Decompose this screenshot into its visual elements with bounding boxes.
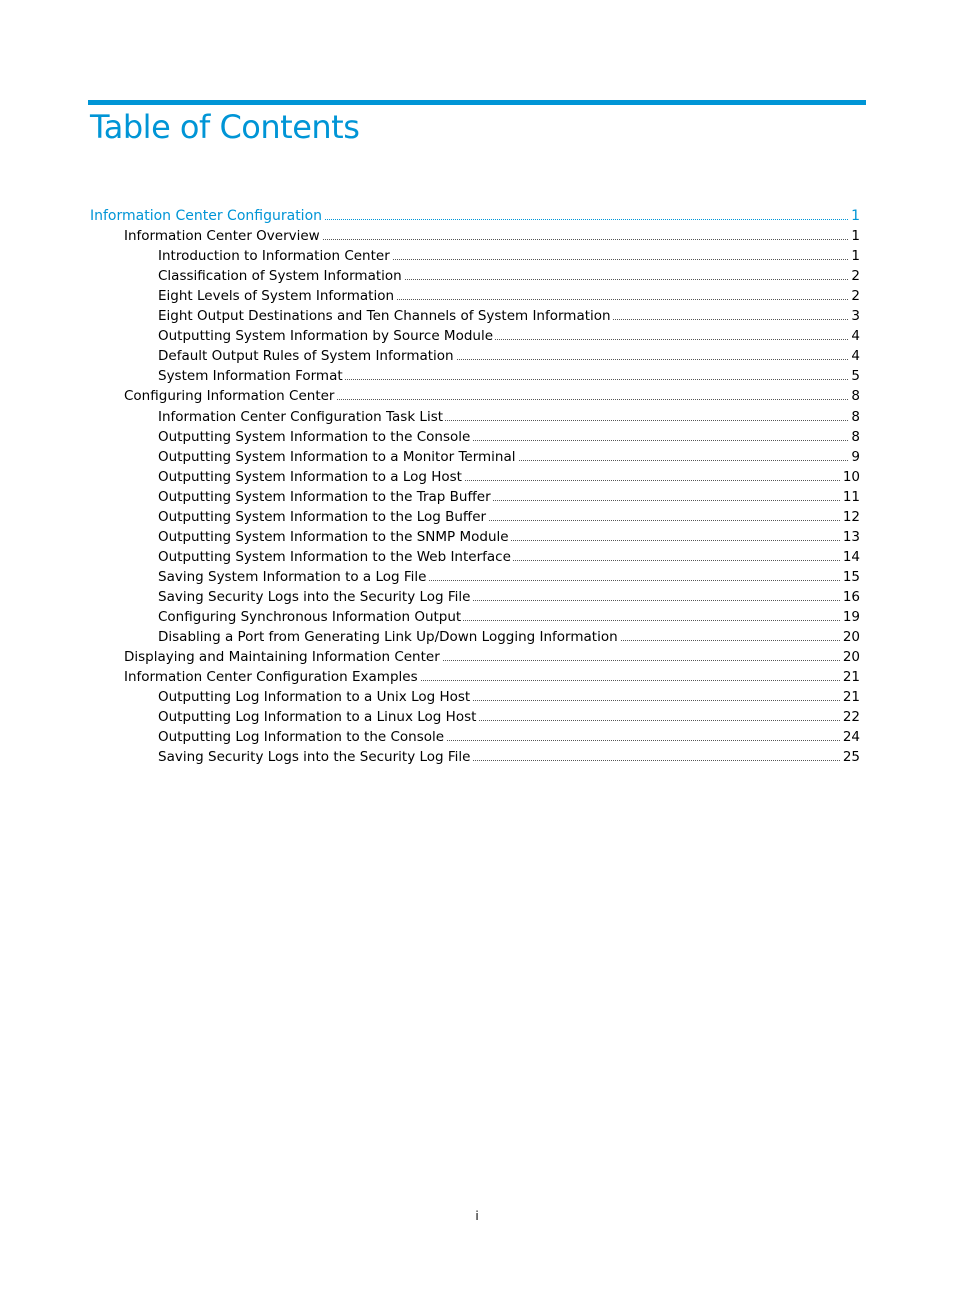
toc-entry[interactable]: [0, 206, 954, 226]
toc-entry[interactable]: [0, 266, 954, 286]
toc-entry-title[interactable]: Outputting System Information to the Trap Buffer: [158, 488, 491, 505]
toc-entry-title[interactable]: Saving Security Logs into the Security Log File: [158, 749, 471, 766]
toc-entry-page[interactable]: 1: [851, 248, 860, 265]
toc-entry-page[interactable]: 24: [842, 729, 860, 746]
toc-entry[interactable]: [0, 427, 954, 447]
toc-entry[interactable]: [0, 707, 954, 727]
toc-entry-title[interactable]: Classification of System Information: [158, 268, 402, 285]
toc-entry-page[interactable]: 4: [851, 348, 860, 365]
toc-entry[interactable]: [0, 747, 954, 767]
toc-entry[interactable]: [0, 627, 954, 647]
title-rule: [88, 100, 866, 105]
toc-entry-title[interactable]: System Information Format: [158, 368, 343, 385]
toc-entry[interactable]: [0, 547, 954, 567]
toc-entry[interactable]: [0, 567, 954, 587]
toc-entry[interactable]: [0, 447, 954, 467]
toc-entry-page[interactable]: 19: [842, 609, 860, 625]
toc-entry-page[interactable]: 21: [842, 689, 860, 706]
toc-entry-title[interactable]: Eight Output Destinations and Ten Channels of System Information: [158, 308, 611, 325]
toc-entry-page[interactable]: 20: [842, 649, 860, 666]
toc-entry-title[interactable]: Outputting Log Information to a Unix Log Host: [158, 689, 471, 706]
toc-entry[interactable]: [0, 507, 954, 527]
toc-entry-title[interactable]: Outputting System Information to a Log Host: [158, 468, 462, 485]
toc-entry-page[interactable]: 11: [842, 488, 860, 505]
toc-entry[interactable]: [0, 587, 954, 607]
toc-entry[interactable]: [0, 246, 954, 266]
toc-entry[interactable]: [0, 326, 954, 346]
toc-entry-title[interactable]: Information Center Configuration Task List: [158, 408, 444, 425]
toc-entry-title[interactable]: Outputting System Information to the Web Interface: [158, 548, 511, 565]
toc-entry[interactable]: [0, 647, 954, 667]
toc-entry[interactable]: [0, 306, 954, 326]
toc-entry-title[interactable]: Information Center Overview: [124, 228, 320, 245]
toc-entry-page[interactable]: 14: [842, 548, 860, 565]
toc-entry-title[interactable]: Outputting System Information to the Log Buffer: [158, 508, 487, 525]
toc-entry-title[interactable]: Outputting Log Information to a Linux Log Host: [158, 709, 477, 726]
toc-entry-page[interactable]: 22: [842, 709, 860, 726]
toc-entry-page[interactable]: 20: [842, 629, 860, 646]
toc-entry[interactable]: [0, 346, 954, 366]
toc-entry-title[interactable]: Outputting System Information by Source Module: [158, 328, 494, 345]
toc-entry-title[interactable]: Configuring Synchronous Information Output: [158, 609, 462, 625]
toc-entry-page[interactable]: 16: [842, 588, 860, 605]
toc-entry[interactable]: [0, 226, 954, 246]
toc-entry-title[interactable]: Disabling a Port from Generating Link Up/Down Logging Information: [158, 629, 618, 646]
toc-entry-title[interactable]: Displaying and Maintaining Information Center: [124, 649, 440, 666]
toc-entry[interactable]: [0, 407, 954, 427]
toc-entry-title[interactable]: Information Center Configuration: [90, 208, 323, 224]
toc-entry[interactable]: [0, 286, 954, 306]
toc-entry-page[interactable]: 10: [842, 468, 860, 485]
toc-entry-page[interactable]: 3: [851, 308, 860, 325]
toc-entry-title[interactable]: Outputting System Information to a Monitor Terminal: [158, 448, 516, 465]
toc-entry[interactable]: [0, 487, 954, 507]
toc-entry-title[interactable]: Eight Levels of System Information: [158, 288, 395, 305]
toc-entry-title[interactable]: Outputting Log Information to the Console: [158, 729, 445, 746]
toc-entry[interactable]: [0, 667, 954, 687]
toc-entry-page[interactable]: 2: [851, 288, 860, 305]
toc-entry-title[interactable]: Configuring Information Center: [124, 388, 335, 405]
toc-entry-title[interactable]: Outputting System Information to the Console: [158, 428, 471, 445]
toc-entry[interactable]: [0, 467, 954, 487]
toc-entry-page[interactable]: 1: [851, 208, 860, 224]
toc-entry-page[interactable]: 8: [851, 428, 860, 445]
toc-entry[interactable]: [0, 687, 954, 707]
toc-entry-page[interactable]: 21: [842, 669, 860, 686]
toc-entry-page[interactable]: 13: [842, 528, 860, 545]
toc-entry[interactable]: [0, 366, 954, 386]
toc-entry-title[interactable]: Outputting System Information to the SNMP Module: [158, 528, 509, 545]
toc-entry-page[interactable]: 25: [842, 749, 860, 766]
toc-entry-page[interactable]: 8: [851, 408, 860, 425]
page-number: i: [475, 1209, 479, 1223]
toc-entry-title[interactable]: Default Output Rules of System Information: [158, 348, 454, 365]
toc-entry-page[interactable]: 9: [851, 448, 860, 465]
toc-entry[interactable]: [0, 727, 954, 747]
toc-entry-title[interactable]: Information Center Configuration Examples: [124, 669, 418, 686]
toc-entry-page[interactable]: 15: [842, 568, 860, 585]
toc-entry-title[interactable]: Saving System Information to a Log File: [158, 568, 427, 585]
toc-entry-title[interactable]: Saving Security Logs into the Security Log File: [158, 588, 471, 605]
toc-entry-page[interactable]: 12: [842, 508, 860, 525]
toc-entry-page[interactable]: 4: [851, 328, 860, 345]
page-title: Table of Contents: [90, 108, 360, 146]
toc-entry[interactable]: [0, 527, 954, 547]
toc-entry[interactable]: [0, 386, 954, 406]
toc-entry-page[interactable]: 2: [851, 268, 860, 285]
toc-entry-page[interactable]: 5: [851, 368, 860, 385]
toc-entry-page[interactable]: 8: [851, 388, 860, 405]
toc-entry-page[interactable]: 1: [851, 228, 860, 245]
toc-entry-title[interactable]: Introduction to Information Center: [158, 248, 390, 265]
toc-entry[interactable]: [0, 607, 954, 627]
